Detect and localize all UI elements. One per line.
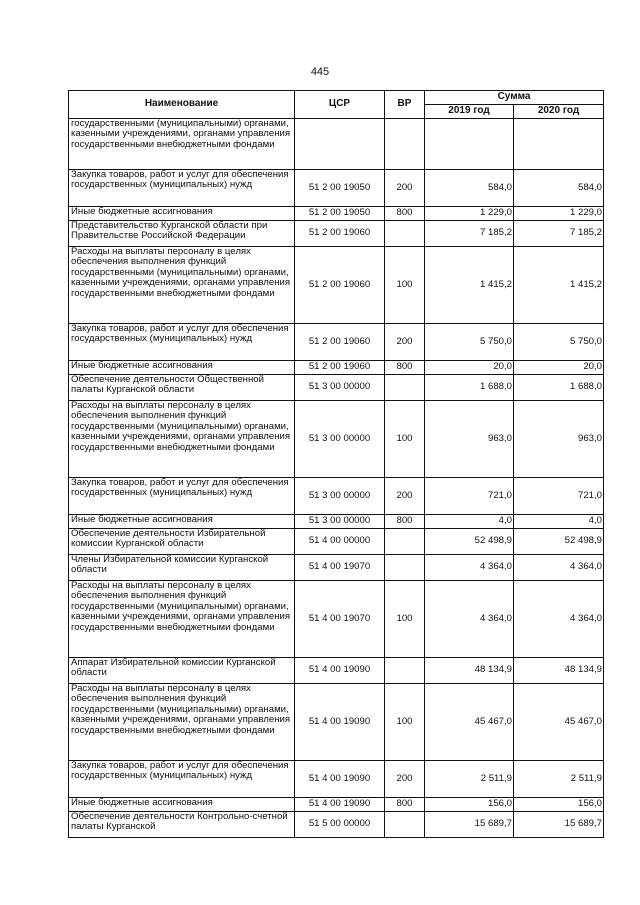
cell-vr: 200 bbox=[385, 170, 425, 207]
header-name: Наименование bbox=[69, 91, 295, 119]
cell-name: Иные бюджетные ассигнования bbox=[69, 515, 295, 529]
cell-vr bbox=[385, 221, 425, 247]
cell-name: Закупка товаров, работ и услуг для обеспечения государственных (муниципальных) нужд bbox=[69, 478, 295, 515]
cell-vr bbox=[385, 375, 425, 401]
table-row bbox=[69, 529, 604, 555]
cell-s2020: 584,0 bbox=[514, 170, 604, 207]
cell-vr: 100 bbox=[385, 247, 425, 324]
cell-s2019: 4 364,0 bbox=[425, 555, 514, 581]
cell-name: Иные бюджетные ассигнования bbox=[69, 207, 295, 221]
table-row bbox=[69, 375, 604, 401]
cell-vr: 100 bbox=[385, 581, 425, 658]
cell-s2020: 4,0 bbox=[514, 515, 604, 529]
cell-vr bbox=[385, 555, 425, 581]
table-row bbox=[69, 361, 604, 375]
table-row bbox=[69, 658, 604, 684]
cell-csr: 51 4 00 19090 bbox=[295, 658, 385, 684]
cell-csr: 51 2 00 19050 bbox=[295, 207, 385, 221]
cell-s2020: 15 689,7 bbox=[514, 812, 604, 838]
cell-name: Аппарат Избирательной комиссии Курганской области bbox=[69, 658, 295, 684]
cell-s2020: 20,0 bbox=[514, 361, 604, 375]
cell-csr: 51 2 00 19060 bbox=[295, 361, 385, 375]
cell-s2019: 15 689,7 bbox=[425, 812, 514, 838]
cell-name: Расходы на выплаты персоналу в целях обеспечения выполнения функций государственными (муниципальными) органами, казенными учреждениями, органами управления государственными внебюджетными фондами bbox=[69, 401, 295, 478]
cell-vr: 100 bbox=[385, 401, 425, 478]
cell-csr: 51 2 00 19060 bbox=[295, 221, 385, 247]
cell-vr bbox=[385, 529, 425, 555]
header-2020: 2020 год bbox=[514, 105, 604, 119]
cell-s2020: 52 498,9 bbox=[514, 529, 604, 555]
cell-s2019: 4 364,0 bbox=[425, 581, 514, 658]
cell-vr bbox=[385, 658, 425, 684]
cell-csr: 51 3 00 00000 bbox=[295, 375, 385, 401]
cell-name: Закупка товаров, работ и услуг для обеспечения государственных (муниципальных) нужд bbox=[69, 761, 295, 798]
cell-s2020: 1 688,0 bbox=[514, 375, 604, 401]
cell-vr: 800 bbox=[385, 798, 425, 812]
cell-csr: 51 2 00 19060 bbox=[295, 324, 385, 361]
cell-name: Расходы на выплаты персоналу в целях обеспечения выполнения функций государственными (муниципальными) органами, казенными учреждениями, органами управления государственными внебюджетными фондами bbox=[69, 684, 295, 761]
table-row bbox=[69, 324, 604, 361]
cell-s2020: 5 750,0 bbox=[514, 324, 604, 361]
table-row bbox=[69, 119, 604, 170]
cell-vr: 800 bbox=[385, 361, 425, 375]
cell-name: Обеспечение деятельности Общественной палаты Курганской области bbox=[69, 375, 295, 401]
table-row bbox=[69, 221, 604, 247]
cell-s2019: 5 750,0 bbox=[425, 324, 514, 361]
page-number: 445 bbox=[310, 66, 330, 78]
cell-s2019: 721,0 bbox=[425, 478, 514, 515]
cell-s2019: 20,0 bbox=[425, 361, 514, 375]
cell-csr: 51 4 00 19090 bbox=[295, 798, 385, 812]
cell-s2019 bbox=[425, 119, 514, 170]
cell-name: Обеспечение деятельности Избирательной комиссии Курганской области bbox=[69, 529, 295, 555]
cell-s2020: 1 415,2 bbox=[514, 247, 604, 324]
cell-s2019: 45 467,0 bbox=[425, 684, 514, 761]
table-row bbox=[69, 401, 604, 478]
cell-csr: 51 3 00 00000 bbox=[295, 401, 385, 478]
header-sum: Сумма bbox=[425, 91, 604, 105]
cell-s2019: 7 185,2 bbox=[425, 221, 514, 247]
cell-csr bbox=[295, 119, 385, 170]
cell-name: Расходы на выплаты персоналу в целях обеспечения выполнения функций государственными (муниципальными) органами, казенными учреждениями, органами управления государственными внебюджетными фондами bbox=[69, 581, 295, 658]
cell-vr bbox=[385, 119, 425, 170]
cell-name: Расходы на выплаты персоналу в целях обеспечения выполнения функций государственными (муниципальными) органами, казенными учреждениями, органами управления государственными внебюджетными фондами bbox=[69, 247, 295, 324]
cell-csr: 51 2 00 19050 bbox=[295, 170, 385, 207]
table-row bbox=[69, 515, 604, 529]
cell-s2019: 4,0 bbox=[425, 515, 514, 529]
cell-s2019: 1 229,0 bbox=[425, 207, 514, 221]
cell-csr: 51 2 00 19060 bbox=[295, 247, 385, 324]
cell-s2019: 963,0 bbox=[425, 401, 514, 478]
cell-vr bbox=[385, 812, 425, 838]
cell-name: Члены Избирательной комиссии Курганской области bbox=[69, 555, 295, 581]
cell-s2020 bbox=[514, 119, 604, 170]
cell-s2019: 52 498,9 bbox=[425, 529, 514, 555]
cell-s2020: 156,0 bbox=[514, 798, 604, 812]
cell-s2020: 4 364,0 bbox=[514, 555, 604, 581]
cell-s2019: 156,0 bbox=[425, 798, 514, 812]
cell-name: Закупка товаров, работ и услуг для обеспечения государственных (муниципальных) нужд bbox=[69, 170, 295, 207]
table-row bbox=[69, 581, 604, 658]
cell-name: Иные бюджетные ассигнования bbox=[69, 798, 295, 812]
header-vr: ВР bbox=[385, 91, 425, 119]
cell-vr: 800 bbox=[385, 207, 425, 221]
cell-s2020: 7 185,2 bbox=[514, 221, 604, 247]
cell-name: Обеспечение деятельности Контрольно-счетной палаты Курганской bbox=[69, 812, 295, 838]
cell-vr: 800 bbox=[385, 515, 425, 529]
cell-s2020: 2 511,9 bbox=[514, 761, 604, 798]
cell-csr: 51 4 00 19070 bbox=[295, 555, 385, 581]
cell-name: Иные бюджетные ассигнования bbox=[69, 361, 295, 375]
table-row bbox=[69, 761, 604, 798]
table-row bbox=[69, 478, 604, 515]
cell-s2020: 963,0 bbox=[514, 401, 604, 478]
table-row bbox=[69, 555, 604, 581]
cell-s2019: 1 415,2 bbox=[425, 247, 514, 324]
cell-csr: 51 4 00 19090 bbox=[295, 684, 385, 761]
cell-csr: 51 4 00 19090 bbox=[295, 761, 385, 798]
cell-s2019: 584,0 bbox=[425, 170, 514, 207]
cell-s2020: 45 467,0 bbox=[514, 684, 604, 761]
cell-s2019: 1 688,0 bbox=[425, 375, 514, 401]
header-csr: ЦСР bbox=[295, 91, 385, 119]
table-row bbox=[69, 684, 604, 761]
cell-csr: 51 4 00 00000 bbox=[295, 529, 385, 555]
table-row bbox=[69, 812, 604, 838]
table-row bbox=[69, 207, 604, 221]
cell-s2019: 2 511,9 bbox=[425, 761, 514, 798]
budget-table bbox=[68, 90, 604, 838]
cell-name: государственными (муниципальными) органами, казенными учреждениями, органами управления государственными внебюджетными фондами bbox=[69, 119, 295, 170]
cell-s2020: 48 134,9 bbox=[514, 658, 604, 684]
cell-csr: 51 3 00 00000 bbox=[295, 478, 385, 515]
cell-vr: 200 bbox=[385, 478, 425, 515]
cell-vr: 100 bbox=[385, 684, 425, 761]
header-2019: 2019 год bbox=[425, 105, 514, 119]
cell-s2019: 48 134,9 bbox=[425, 658, 514, 684]
cell-name: Закупка товаров, работ и услуг для обеспечения государственных (муниципальных) нужд bbox=[69, 324, 295, 361]
cell-vr: 200 bbox=[385, 324, 425, 361]
table-row bbox=[69, 247, 604, 324]
table-row bbox=[69, 798, 604, 812]
cell-csr: 51 4 00 19070 bbox=[295, 581, 385, 658]
cell-s2020: 1 229,0 bbox=[514, 207, 604, 221]
cell-vr: 200 bbox=[385, 761, 425, 798]
cell-s2020: 721,0 bbox=[514, 478, 604, 515]
table-row bbox=[69, 170, 604, 207]
cell-s2020: 4 364,0 bbox=[514, 581, 604, 658]
cell-csr: 51 3 00 00000 bbox=[295, 515, 385, 529]
cell-csr: 51 5 00 00000 bbox=[295, 812, 385, 838]
cell-name: Представительство Курганской области при Правительстве Российской Федерации bbox=[69, 221, 295, 247]
